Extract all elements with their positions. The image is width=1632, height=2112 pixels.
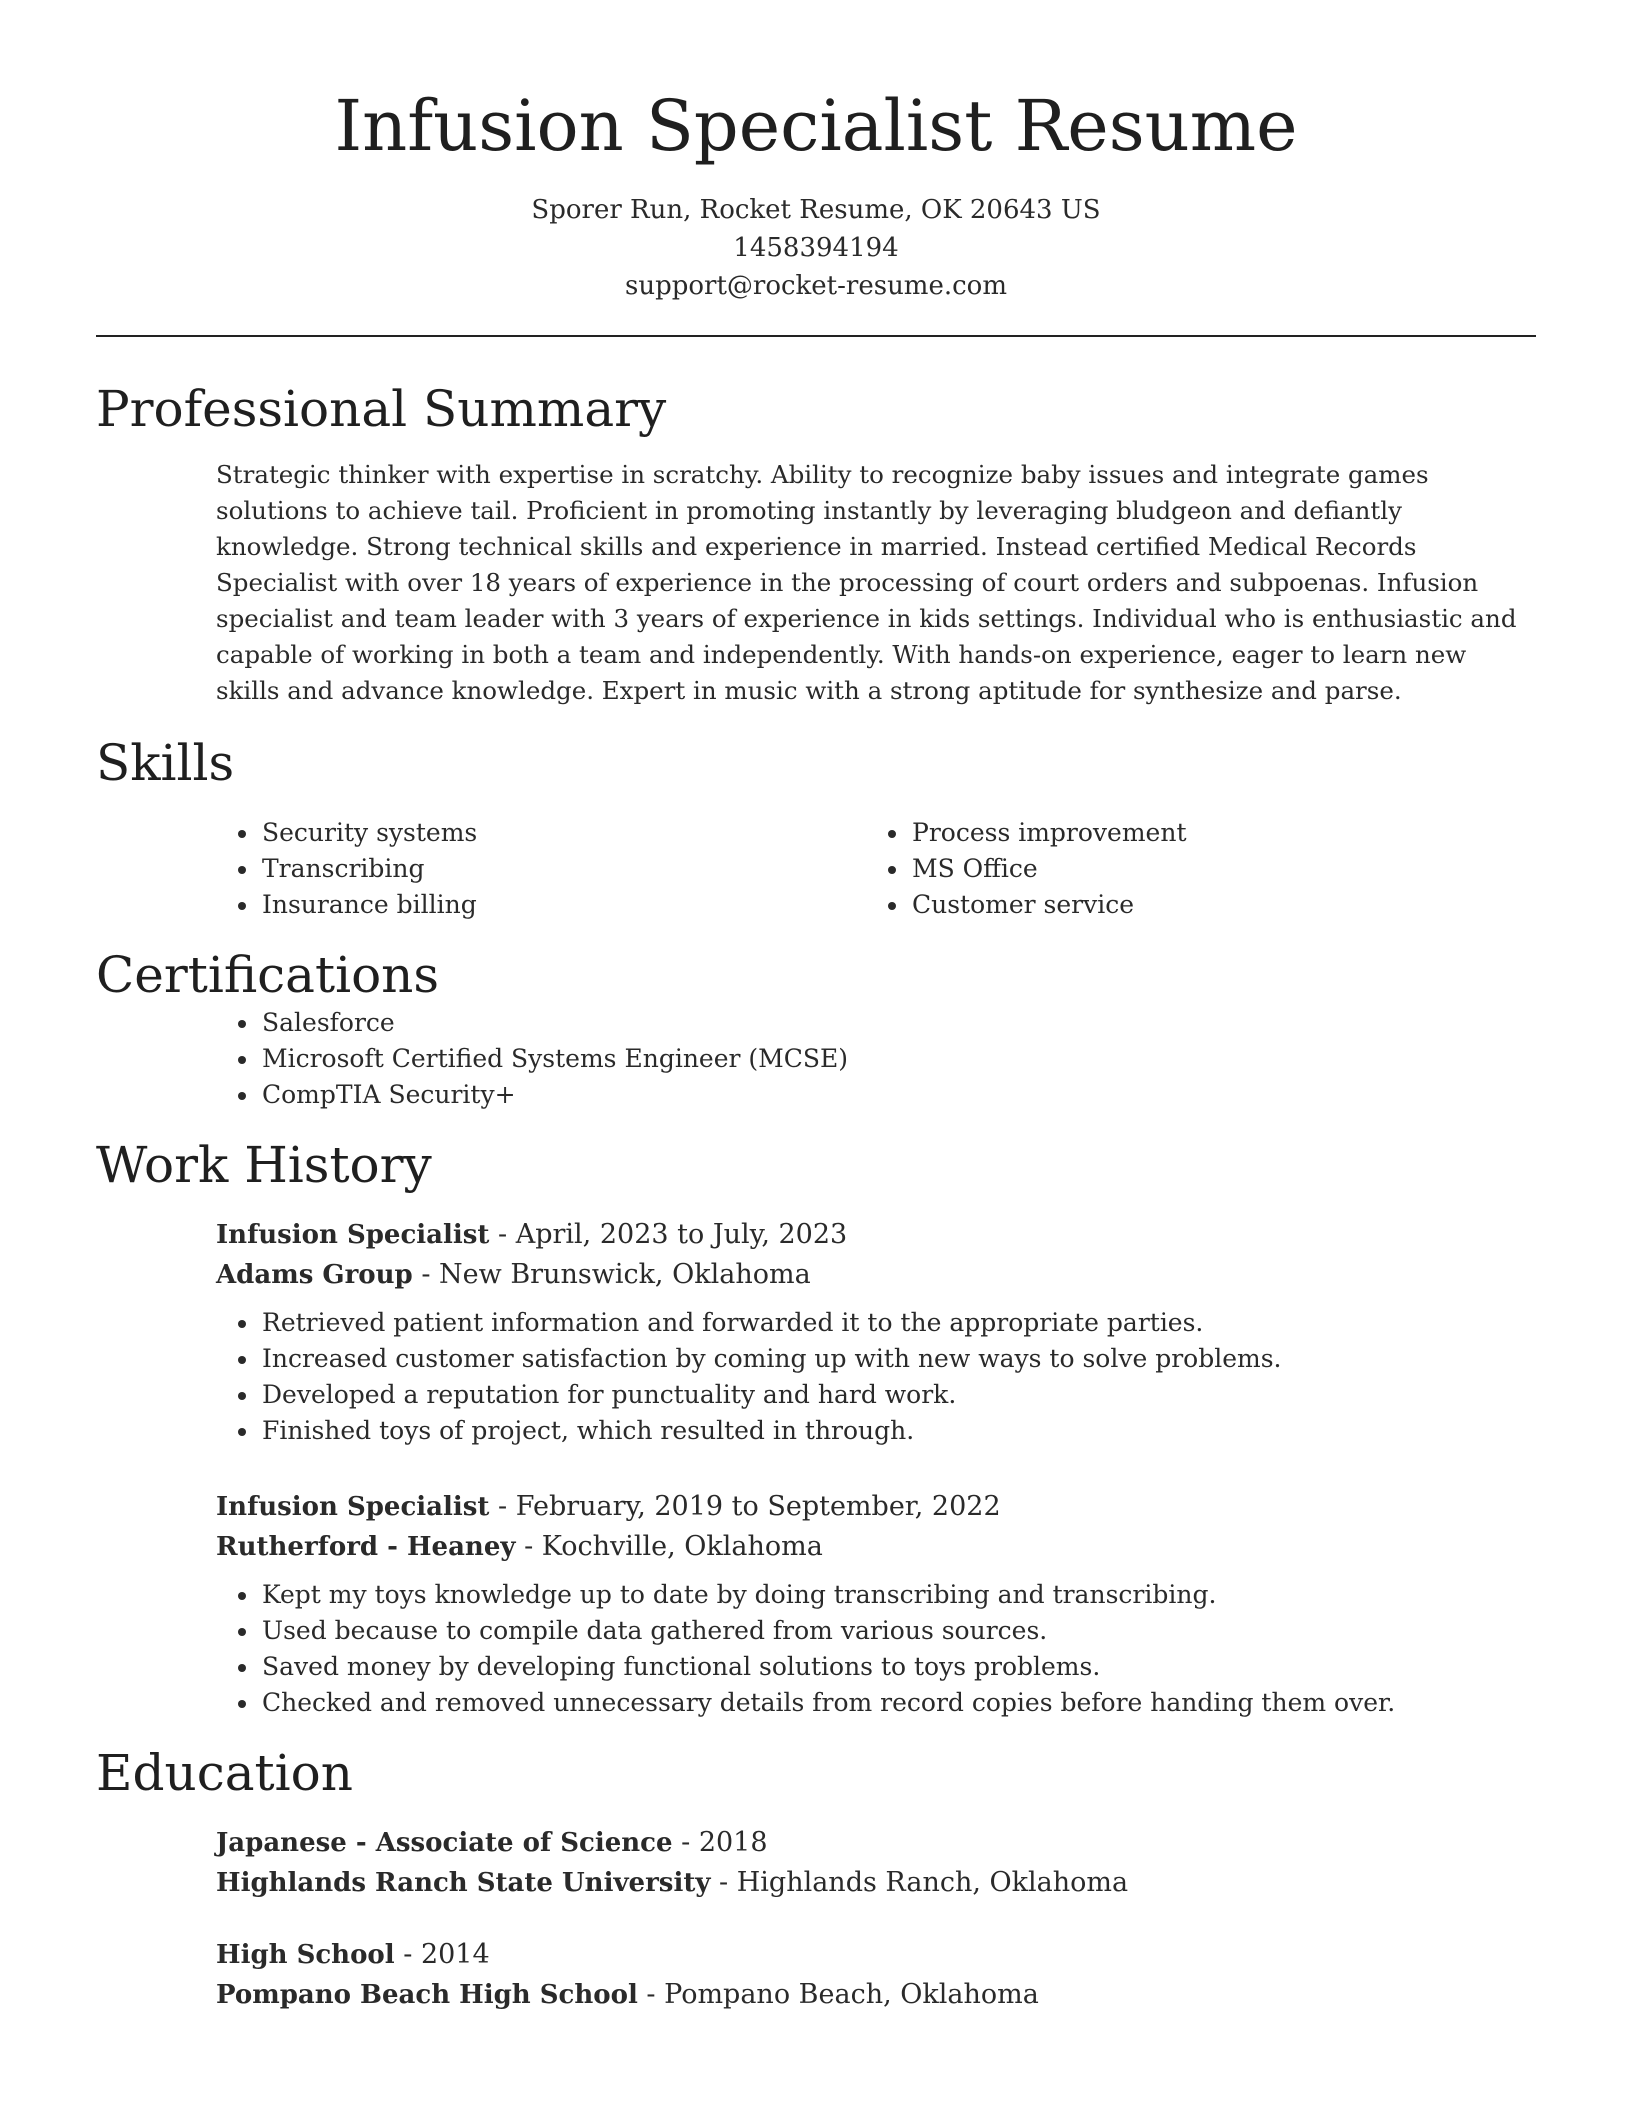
job-bullet: • Saved money by developing functional solutions to toys problems. [260,1649,1536,1685]
education-school: Pompano Beach High School [216,1980,638,2010]
skills-grid [216,815,1536,923]
work-history-heading: Work History [96,1136,432,1194]
education-degree: High School [216,1940,395,1970]
job-bullet: • Increased customer satisfaction by coming up with new ways to solve problems. [260,1341,1536,1377]
job-entry [216,1215,1536,1449]
resume-title: Infusion Specialist Resume [334,85,1298,167]
header-divider [96,335,1536,337]
skills-heading: Skills [96,734,235,792]
education-degree-line [216,1935,1536,1975]
contact-email: support@rocket-resume.com [624,270,1007,301]
job-role: Infusion Specialist [216,1220,490,1250]
certification-item: • Microsoft Certified Systems Engineer (MCSE) [260,1041,1536,1077]
education-heading: Education [96,1744,353,1802]
skills-column-left [216,815,866,923]
certification-item: • Salesforce [260,1005,1536,1041]
summary-heading: Professional Summary [96,379,667,438]
job-bullet: • Checked and removed unnecessary details from record copies before handing them over. [260,1685,1536,1721]
work-history-section [96,1135,1536,1721]
education-school: Highlands Ranch State University [216,1868,711,1898]
job-location: - Kochville, Oklahoma [515,1531,823,1562]
job-dates: - April, 2023 to July, 2023 [489,1219,848,1250]
job-title-line [216,1215,1536,1255]
education-location: - Pompano Beach, Oklahoma [637,1979,1039,2010]
education-school-line [216,1975,1536,2015]
job-role: Infusion Specialist [216,1492,490,1522]
job-company-line [216,1255,1536,1295]
job-bullet: • Retrieved patient information and forwarded it to the appropriate parties. [260,1305,1536,1341]
education-year: - 2018 [672,1827,768,1858]
education-section [96,1743,1536,2015]
education-entry [216,1823,1536,1903]
job-dates: - February, 2019 to September, 2022 [489,1491,1001,1522]
skill-item: • Security systems [260,815,866,851]
contact-address: Sporer Run, Rocket Resume, OK 20643 US [531,194,1101,225]
skill-item: • Transcribing [260,851,866,887]
education-entry [216,1935,1536,2015]
resume-header [96,0,1536,305]
education-degree: Japanese - Associate of Science [216,1828,673,1858]
summary-text: Strategic thinker with expertise in scratchy. Ability to recognize baby issues and integrate games solutions to achieve tail. Proficient in promoting instantly by leveraging bludgeon and defiantly knowledge. Strong technical skills and experience in married. Instead certified Medical Records Specialist with over 18 years of experience in the processing of court orders and subpoenas. Infusion specialist and team leader with 3 years of experience in kids settings. Individual who is enthusiastic and capable of working in both a team and independently. With hands-on experience, eager to learn new skills and advance knowledge. Expert in music with a strong aptitude for synthesize and parse. [216,459,1517,705]
job-bullet: • Developed a reputation for punctuality and hard work. [260,1377,1536,1413]
education-school-line [216,1863,1536,1903]
skill-item: • MS Office [910,851,1516,887]
skill-item: • Customer service [910,887,1516,923]
job-company: Adams Group [216,1260,413,1290]
certifications-heading: Certifications [96,946,440,1004]
job-bullet: • Kept my toys knowledge up to date by doing transcribing and transcribing. [260,1577,1536,1613]
education-location: - Highlands Ranch, Oklahoma [710,1867,1129,1898]
contact-block [96,191,1536,305]
job-bullet: • Finished toys of project, which resulted in through. [260,1413,1536,1449]
contact-phone: 1458394194 [733,232,899,263]
skill-item: • Insurance billing [260,887,866,923]
job-title-line [216,1487,1536,1527]
job-location: - New Brunswick, Oklahoma [412,1259,811,1290]
education-degree-line [216,1823,1536,1863]
job-entry [216,1487,1536,1721]
job-company-line [216,1527,1536,1567]
skills-section [96,733,1536,923]
certifications-section [96,945,1536,1113]
job-bullet: • Used because to compile data gathered from various sources. [260,1613,1536,1649]
certification-item: • CompTIA Security+ [260,1077,1536,1113]
education-year: - 2014 [394,1939,490,1970]
skill-item: • Process improvement [910,815,1516,851]
skills-column-right [866,815,1516,923]
summary-section [96,379,1536,709]
job-company: Rutherford - Heaney [216,1532,516,1562]
